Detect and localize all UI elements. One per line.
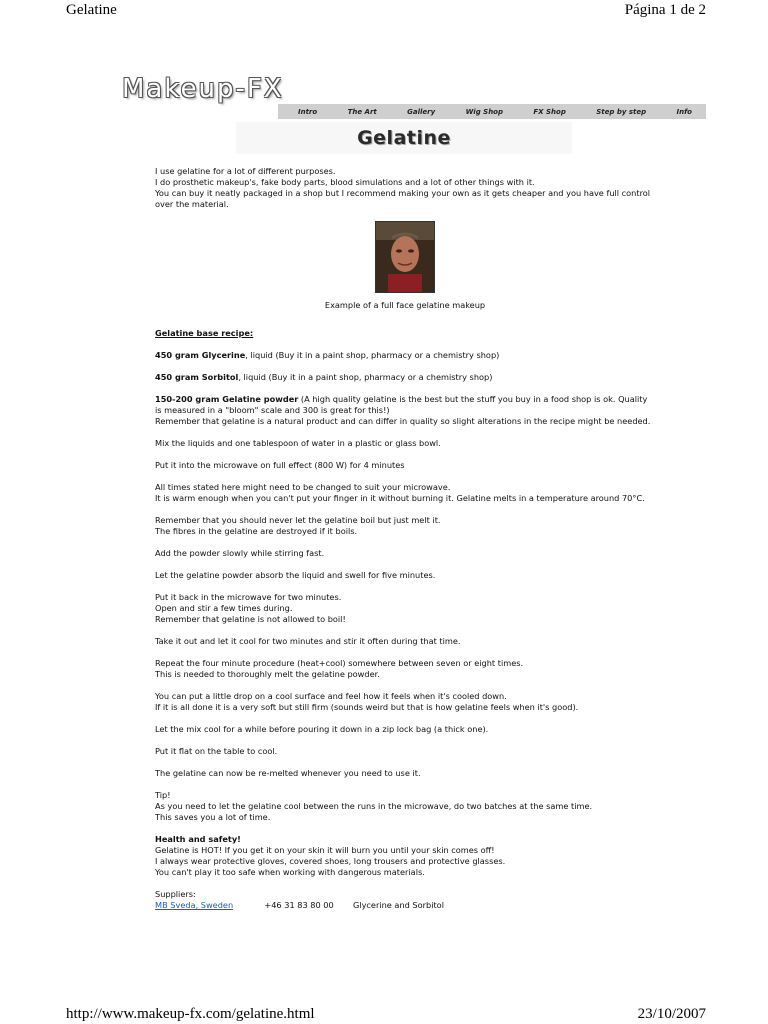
nav-bar	[278, 104, 706, 119]
intro-paragraph	[155, 166, 655, 210]
site-logo[interactable]: Makeup-FX	[122, 74, 284, 104]
suppliers-section	[155, 889, 655, 911]
nav-intro[interactable]: Intro	[298, 107, 318, 116]
step-9	[155, 658, 655, 680]
step-2: Put it into the microwave on full effect (800 W) for 4 minutes	[155, 460, 405, 470]
nav-the-art[interactable]: The Art	[347, 107, 377, 116]
page-banner	[236, 122, 572, 154]
nav-wig-shop[interactable]: Wig Shop	[465, 107, 503, 116]
powder-desc: (A high quality gelatine is the best but the stuff you buy in a food shop is ok. Quality is measured in a "bloom" scale and 300 is great for this!)	[155, 394, 648, 415]
glycerine-amount: 450 gram Glycerine	[155, 350, 246, 360]
powder-note: Remember that gelatine is a natural product and can differ in quality so slight alterations in the recipe might be needed.	[155, 416, 651, 426]
recipe-heading	[155, 328, 655, 339]
step-9-line-2: This is needed to thoroughly melt the gelatine powder.	[155, 669, 380, 679]
step-10-line-2: If it is all done it is a very soft but still firm (sounds weird but that is how gelatine feels when it's good).	[155, 702, 579, 712]
tip-line-2: This saves you a lot of time.	[155, 812, 271, 822]
step-3-line-1: All times stated here might need to be changed to suit your microwave.	[155, 482, 451, 492]
print-header-page: Página 1 de 2	[624, 2, 706, 18]
intro-line-2: I do prosthetic makeup's, fake body parts, blood simulations and a lot of other things with it.	[155, 177, 535, 187]
print-footer-date: 23/10/2007	[637, 1006, 706, 1022]
step-6: Let the gelatine powder absorb the liquid and swell for five minutes.	[155, 570, 436, 580]
nav-info[interactable]: Info	[676, 107, 692, 116]
step-4-line-2: The fibres in the gelatine are destroyed if it boils.	[155, 526, 358, 536]
tip-paragraph	[155, 790, 655, 823]
step-1: Mix the liquids and one tablespoon of water in a plastic or glass bowl.	[155, 438, 441, 448]
health-heading: Health and safety!	[155, 834, 241, 844]
step-3-line-2: It is warm enough when you can't put your finger in it without burning it. Gelatine melts in a temperature around 70°C.	[155, 493, 645, 503]
step-13: The gelatine can now be re-melted whenever you need to use it.	[155, 768, 421, 778]
step-8: Take it out and let it cool for two minutes and stir it often during that time.	[155, 636, 461, 646]
step-9-line-1: Repeat the four minute procedure (heat+cool) somewhere between seven or eight times.	[155, 658, 524, 668]
step-4-line-1: Remember that you should never let the gelatine boil but just melt it.	[155, 515, 441, 525]
print-header-title: Gelatine	[66, 2, 117, 18]
health-line-3: You can't play it too safe when working with dangerous materials.	[155, 867, 425, 877]
step-12: Put it flat on the table to cool.	[155, 746, 278, 756]
article-body	[155, 166, 655, 911]
makeup-photo	[375, 221, 435, 293]
step-7	[155, 592, 655, 625]
step-10-line-1: You can put a little drop on a cool surface and feel how it feels when it's cooled down.	[155, 691, 507, 701]
photo-caption: Example of a full face gelatine makeup	[324, 300, 486, 310]
nav-step-by-step[interactable]: Step by step	[596, 107, 647, 116]
step-11: Let the mix cool for a while before pouring it down in a zip lock bag (a thick one).	[155, 724, 489, 734]
step-4	[155, 515, 655, 537]
sorbitol-desc: , liquid (Buy it in a paint shop, pharmacy or a chemistry shop)	[238, 372, 493, 382]
health-paragraph	[155, 834, 655, 878]
page-title: Gelatine	[357, 127, 451, 149]
nav-gallery[interactable]: Gallery	[407, 107, 436, 116]
ingredient-sorbitol	[155, 372, 655, 383]
glycerine-desc: , liquid (Buy it in a paint shop, pharmacy or a chemistry shop)	[245, 350, 500, 360]
suppliers-heading: Suppliers:	[155, 889, 196, 899]
recipe-heading-text: Gelatine base recipe:	[155, 328, 254, 338]
tip-line-1: As you need to let the gelatine cool between the runs in the microwave, do two batches at the same time.	[155, 801, 593, 811]
step-7-line-1: Put it back in the microwave for two minutes.	[155, 592, 342, 602]
intro-line-3: You can buy it neatly packaged in a shop but I recommend making your own as it gets cheaper and you have full control over the material.	[155, 188, 651, 209]
step-7-line-2: Open and stir a few times during.	[155, 603, 293, 613]
print-footer-url: http://www.makeup-fx.com/gelatine.html	[66, 1006, 315, 1022]
tip-label: Tip!	[155, 790, 171, 800]
step-10	[155, 691, 655, 713]
supplier-products: Glycerine and Sorbitol	[352, 900, 444, 910]
photo-container	[155, 221, 655, 296]
supplier-phone: +46 31 83 80 00	[264, 900, 334, 910]
step-3	[155, 482, 655, 504]
ingredient-powder	[155, 394, 655, 427]
step-5: Add the powder slowly while stirring fast.	[155, 548, 325, 558]
nav-fx-shop[interactable]: FX Shop	[533, 107, 566, 116]
intro-line-1: I use gelatine for a lot of different purposes.	[155, 166, 336, 176]
health-line-2: I always wear protective gloves, covered shoes, long trousers and protective glasses.	[155, 856, 506, 866]
ingredient-glycerine	[155, 350, 655, 361]
step-7-line-3: Remember that gelatine is not allowed to boil!	[155, 614, 346, 624]
supplier-link[interactable]: MB Sveda, Sweden	[155, 900, 234, 910]
supplier-row	[155, 900, 655, 911]
powder-amount: 150-200 gram Gelatine powder	[155, 394, 299, 404]
face-image-icon	[376, 222, 434, 292]
sorbitol-amount: 450 gram Sorbitol	[155, 372, 239, 382]
health-line-1: Gelatine is HOT! If you get it on your skin it will burn you until your skin comes off!	[155, 845, 495, 855]
